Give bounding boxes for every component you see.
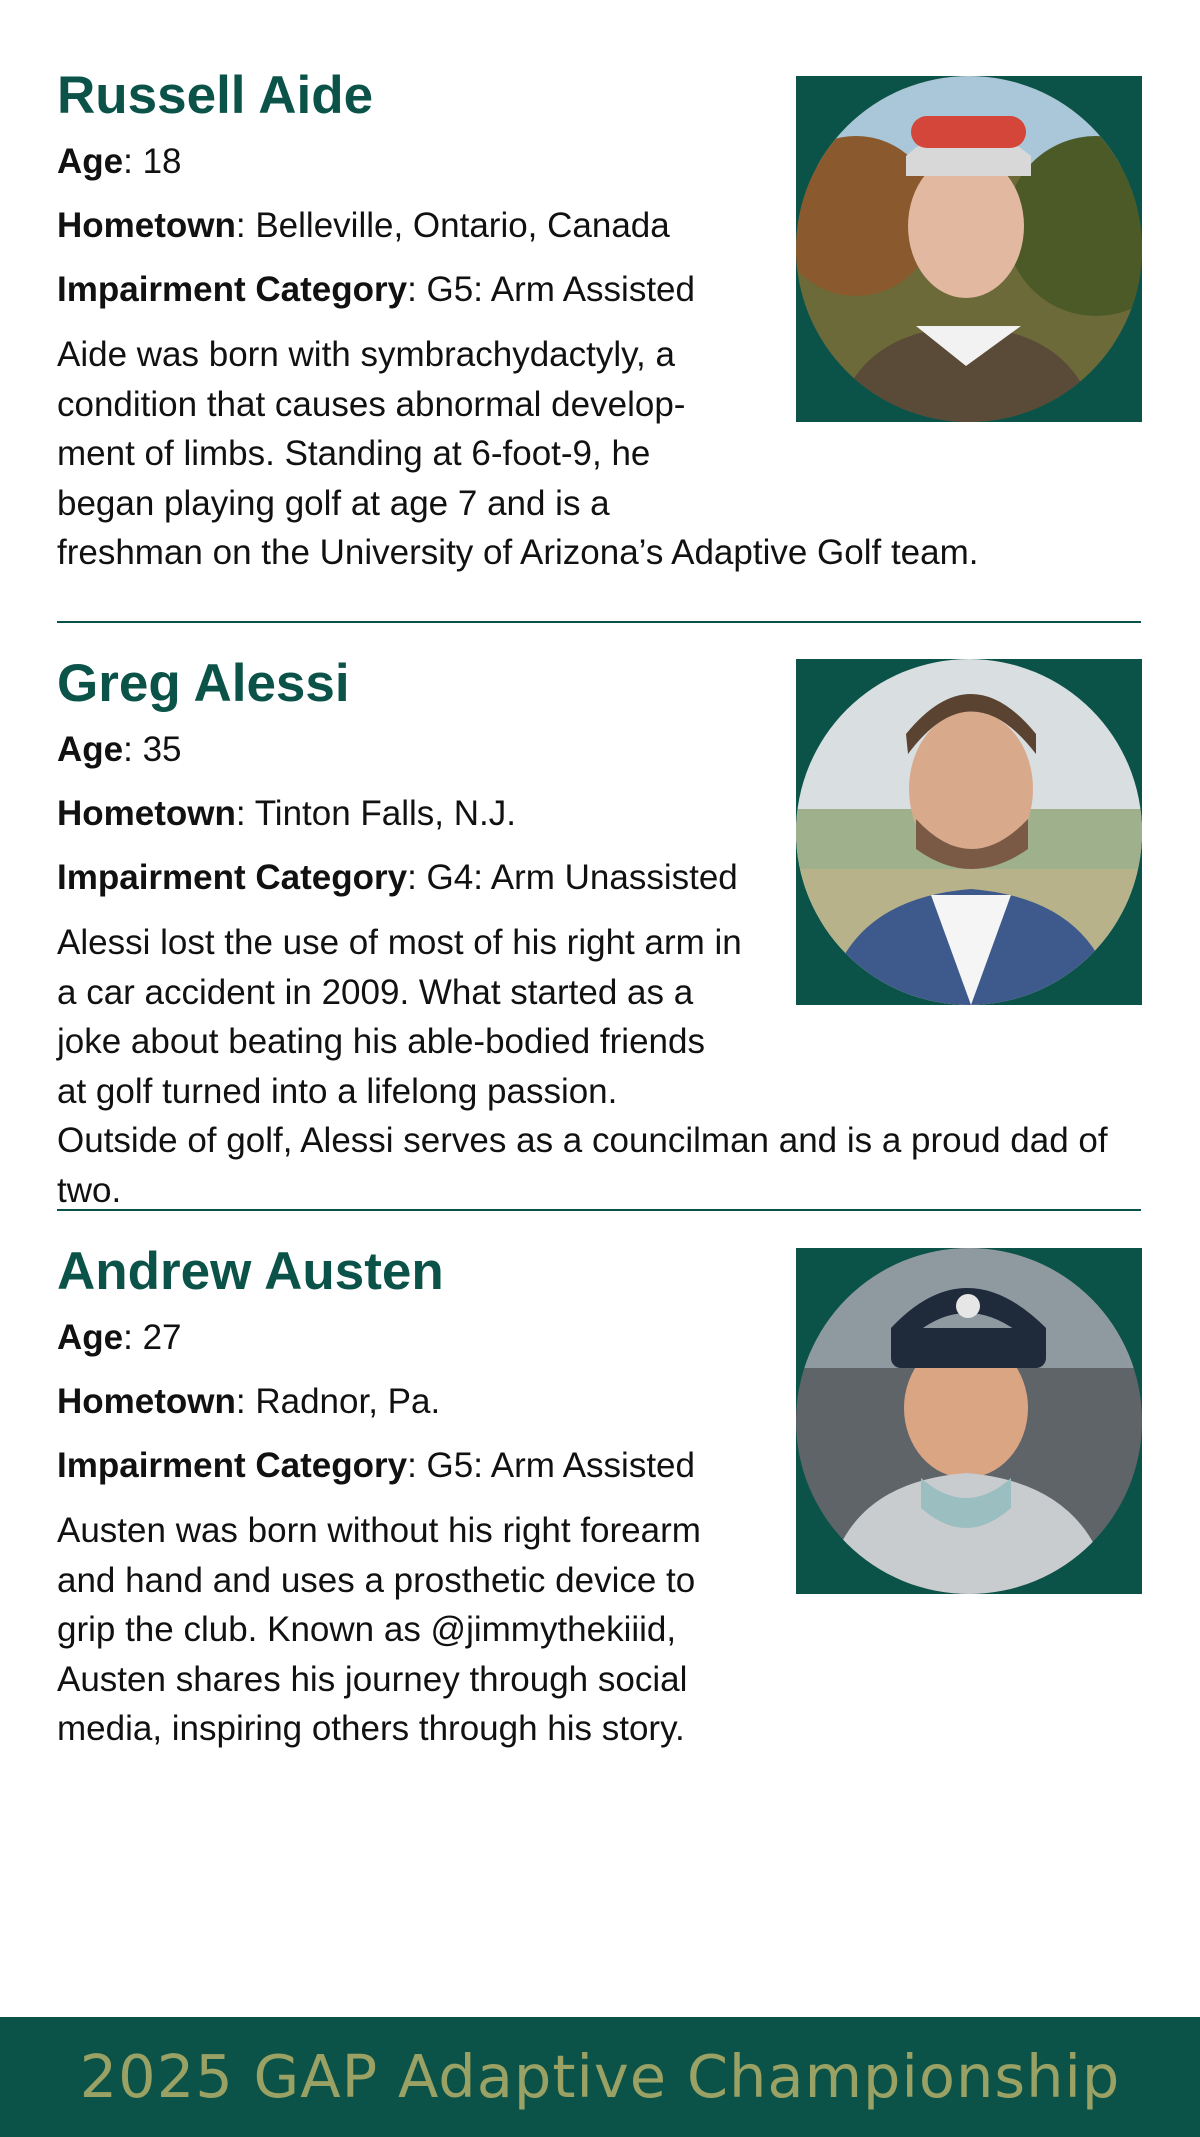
hometown-value: : Radnor, Pa. — [235, 1382, 441, 1421]
championship-title: 2025 GAP Adaptive Championship — [79, 2042, 1121, 2111]
profile-photo-frame — [796, 76, 1142, 422]
profile-russell-aide — [57, 64, 1142, 578]
profile-photo-frame — [796, 659, 1142, 1005]
athlete-name: Greg Alessi — [57, 654, 350, 713]
profile-photo-frame — [796, 1248, 1142, 1594]
impairment-category-value: : G5: Arm Assisted — [407, 1446, 695, 1485]
age-value: : 35 — [123, 730, 182, 769]
athlete-name: Russell Aide — [57, 66, 374, 125]
impairment-category-value: : G4: Arm Unassisted — [407, 858, 738, 897]
impairment-category-label: Impairment Category — [57, 1446, 408, 1485]
hometown-label: Hometown — [57, 1382, 236, 1421]
age-label: Age — [57, 1318, 124, 1357]
athlete-bio: Alessi lost the use of most of his right arm in a car accident in 2009. What started as a joke about beating his able-bodied friends at golf turned into a lifelong passion. Outside of golf, Alessi serves as a councilman and is a proud dad of two. — [57, 923, 1108, 1210]
age-label: Age — [57, 142, 124, 181]
championship-footer-banner — [0, 2017, 1200, 2137]
athlete-photo — [796, 1248, 1142, 1594]
age-value: : 27 — [123, 1318, 182, 1357]
impairment-category-label: Impairment Category — [57, 270, 408, 309]
athlete-photo — [796, 659, 1142, 1005]
athlete-bio: Austen was born without his right forearm and hand and uses a prosthetic device to grip the club. Known as @jimmythekiiid, Austen shares his journey through social media, inspiring others through his story. — [57, 1511, 701, 1748]
athlete-photo — [796, 76, 1142, 422]
athlete-name: Andrew Austen — [57, 1242, 444, 1301]
profile-greg-alessi — [57, 652, 1142, 1215]
age-label: Age — [57, 730, 124, 769]
age-value: : 18 — [123, 142, 182, 181]
section-divider — [57, 1209, 1141, 1211]
impairment-category-value: : G5: Arm Assisted — [407, 270, 695, 309]
section-divider — [57, 621, 1141, 623]
impairment-category-label: Impairment Category — [57, 858, 408, 897]
hometown-value: : Belleville, Ontario, Canada — [235, 206, 670, 245]
hometown-label: Hometown — [57, 794, 236, 833]
profile-andrew-austen — [57, 1240, 1142, 1754]
hometown-value: : Tinton Falls, N.J. — [235, 794, 516, 833]
athlete-bio: Aide was born with symbrachydactyly, a condition that causes abnormal develop-ment of limbs. Standing at 6-foot-9, he began playing golf at age 7 and is a freshman on the University of Arizona’s Adaptive Golf team. — [57, 335, 979, 572]
hometown-label: Hometown — [57, 206, 236, 245]
